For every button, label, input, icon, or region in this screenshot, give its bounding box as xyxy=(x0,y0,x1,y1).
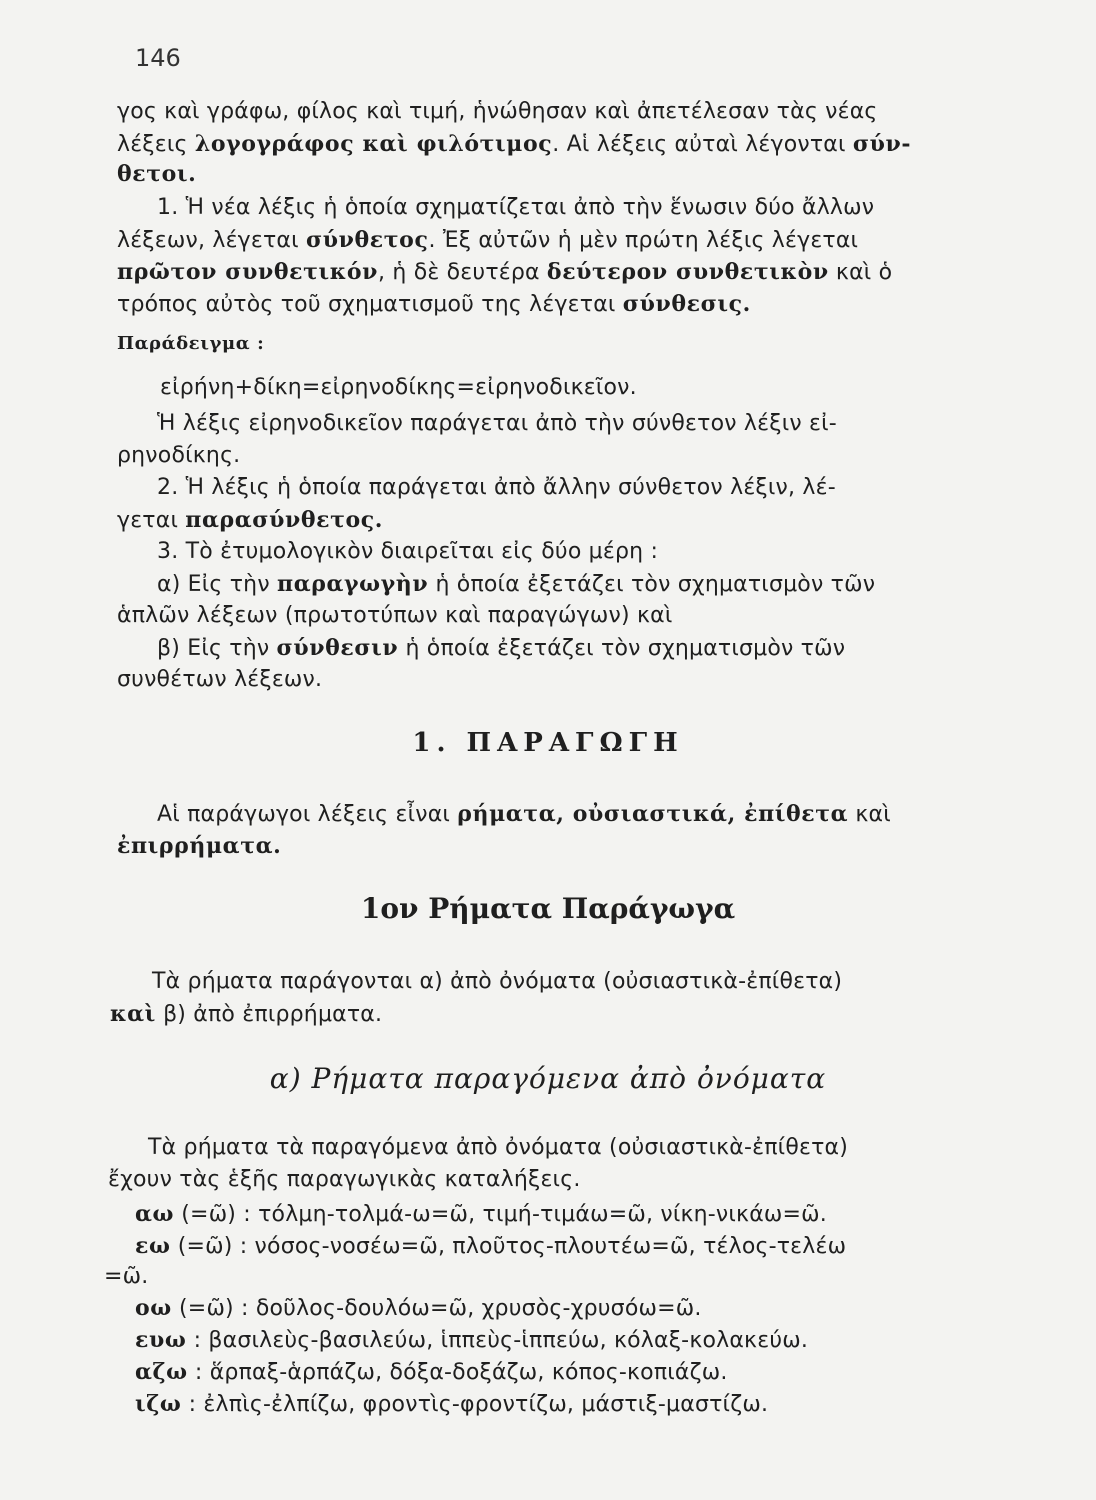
subsection-p-line-2 xyxy=(110,1000,382,1029)
text-run: . Αἱ λέξεις αὐταὶ λέγονται xyxy=(552,132,853,157)
bold-term: πρῶτον συνθετικόν xyxy=(117,259,378,285)
ending-item xyxy=(135,1326,808,1355)
p2-line-2 xyxy=(117,506,383,535)
page-number: 146 xyxy=(135,44,181,72)
ending-text: (=ῶ) : τόλμη-τολμά-ω=ῶ, τιμή-τιμάω=ῶ, νίκη-νικάω=ῶ. xyxy=(174,1202,828,1227)
bold-term: σύνθεσις. xyxy=(622,291,751,317)
bold-term: λογογράφος καὶ φιλότιμος xyxy=(194,131,553,157)
example-label: Παράδειγμα : xyxy=(117,333,265,354)
ending-item xyxy=(135,1294,702,1323)
italic-heading: α) Ρήματα παραγόμενα ἀπὸ ὀνόματα xyxy=(269,1062,827,1095)
ending-suffix: ευω xyxy=(135,1327,187,1353)
text-run: τρόπος αὐτὸς τοῦ σχηματισμοῦ της λέγεται xyxy=(117,292,623,317)
text-run: λέξεις xyxy=(117,132,195,157)
section-title: 1. ΠΑΡΑΓΩΓΗ xyxy=(412,728,684,758)
p3-a-line-1 xyxy=(157,570,875,599)
text-run: ἡ ὁποία ἐξετάζει τὸν σχηματισμὸν τῶν xyxy=(428,572,876,597)
text-run: καὶ ὁ xyxy=(828,260,893,285)
example-formula: εἰρήνη+δίκη=εἰρηνοδίκης=εἰρηνοδικεῖον. xyxy=(160,375,637,400)
endings-intro-line-2: ἔχουν τὰς ἑξῆς παραγωγικὰς καταλήξεις. xyxy=(108,1167,581,1192)
ending-text: : ἐλπὶς-ἐλπίζω, φροντὶς-φροντίζω, μάστιξ-μαστίζω. xyxy=(181,1392,769,1417)
p2-line-1: 2. Ἡ λέξις ἡ ὁποία παράγεται ἀπὸ ἄλλην σύνθετον λέξιν, λέ- xyxy=(157,475,836,500)
bold-term: παρασύνθετος. xyxy=(185,507,384,533)
bold-term: καὶ xyxy=(110,1001,156,1027)
p1-line-3 xyxy=(117,258,892,287)
text-run: . Ἐξ αὐτῶν ἡ μὲν πρώτη λέξις λέγεται xyxy=(428,228,859,253)
p3-line-1: 3. Τὸ ἐτυμολογικὸν διαιρεῖται εἰς δύο μέρη : xyxy=(157,539,659,564)
ending-suffix: οω xyxy=(135,1295,172,1321)
ending-suffix: εω xyxy=(135,1233,171,1259)
text-run: ἡ ὁποία ἐξετάζει τὸν σχηματισμὸν τῶν xyxy=(398,636,846,661)
text-run: καὶ xyxy=(848,802,891,827)
p1-line-1: 1. Ἡ νέα λέξις ἡ ὁποία σχηματίζεται ἀπὸ τὴν ἕνωσιν δύο ἄλλων xyxy=(157,195,875,220)
text-run: α) Εἰς τὴν xyxy=(157,572,277,597)
ending-suffix: αω xyxy=(135,1201,175,1227)
ending-item xyxy=(135,1358,728,1387)
bold-term: παραγωγὴν xyxy=(277,571,429,597)
ending-item xyxy=(135,1200,827,1229)
p1-line-2 xyxy=(117,226,858,255)
subsection-p-line-1: Τὰ ρήματα παράγονται α) ἀπὸ ὀνόματα (οὐσιαστικὰ-ἐπίθετα) xyxy=(152,969,843,994)
ending-text: (=ῶ) : δοῦλος-δουλόω=ῶ, χρυσὸς-χρυσόω=ῶ. xyxy=(171,1296,702,1321)
ending-text: : βασιλεὺς-βασιλεύω, ἱππεὺς-ἱππεύω, κόλαξ-κολακεύω. xyxy=(186,1328,809,1353)
p3-b-line-2: συνθέτων λέξεων. xyxy=(117,667,323,692)
text-run: , ἡ δὲ δευτέρα xyxy=(377,260,547,285)
bold-term: σύν- xyxy=(852,131,912,157)
bold-term: δεύτερον συνθετικὸν xyxy=(546,259,829,285)
text-run: β) Εἰς τὴν xyxy=(157,636,277,661)
text-run: Αἱ παράγωγοι λέξεις εἶναι xyxy=(157,802,458,827)
section-p-line-2: ἐπιρρήματα. xyxy=(117,833,282,859)
subsection-title: 1ον Ρήματα Παράγωγα xyxy=(360,892,736,925)
ending-item xyxy=(104,1262,148,1291)
ending-text: (=ῶ) : νόσος-νοσέω=ῶ, πλοῦτος-πλουτέω=ῶ, τέλος-τελέω xyxy=(170,1234,847,1259)
ending-item xyxy=(135,1390,768,1419)
ending-text: =ῶ. xyxy=(104,1264,149,1289)
bold-term: σύνθεσιν xyxy=(276,635,399,661)
text-run: λέξεων, λέγεται xyxy=(117,228,306,253)
bold-term: ρήματα, οὐσιαστικά, ἐπίθετα xyxy=(457,801,849,827)
ending-text: : ἅρπαξ-ἁρπάζω, δόξα-δοξάζω, κόπος-κοπιάζω. xyxy=(187,1360,728,1385)
intro-line-3: θετοι. xyxy=(117,161,197,187)
intro-line-1: γος καὶ γράφω, φίλος καὶ τιμή, ἡνώθησαν καὶ ἀπετέλεσαν τὰς νέας xyxy=(117,99,878,124)
ending-item xyxy=(135,1232,846,1261)
example-line-2: ρηνοδίκης. xyxy=(117,443,241,468)
text-run: γεται xyxy=(117,508,186,533)
section-p-line-1 xyxy=(157,800,891,829)
example-line-1: Ἡ λέξις εἰρηνοδικεῖον παράγεται ἀπὸ τὴν σύνθετον λέξιν εἰ- xyxy=(157,411,837,436)
intro-line-2 xyxy=(117,130,911,159)
ending-suffix: αζω xyxy=(135,1359,188,1385)
endings-intro-line-1: Τὰ ρήματα τὰ παραγόμενα ἀπὸ ὀνόματα (οὐσιαστικὰ-ἐπίθετα) xyxy=(148,1135,848,1160)
text-run: β) ἀπὸ ἐπιρρήματα. xyxy=(155,1002,383,1027)
p3-b-line-1 xyxy=(157,634,845,663)
p1-line-4 xyxy=(117,290,751,319)
p3-a-line-2: ἁπλῶν λέξεων (πρωτοτύπων καὶ παραγώγων) καὶ xyxy=(117,603,673,628)
ending-suffix: ιζω xyxy=(135,1391,182,1417)
bold-term: σύνθετος xyxy=(305,227,429,253)
